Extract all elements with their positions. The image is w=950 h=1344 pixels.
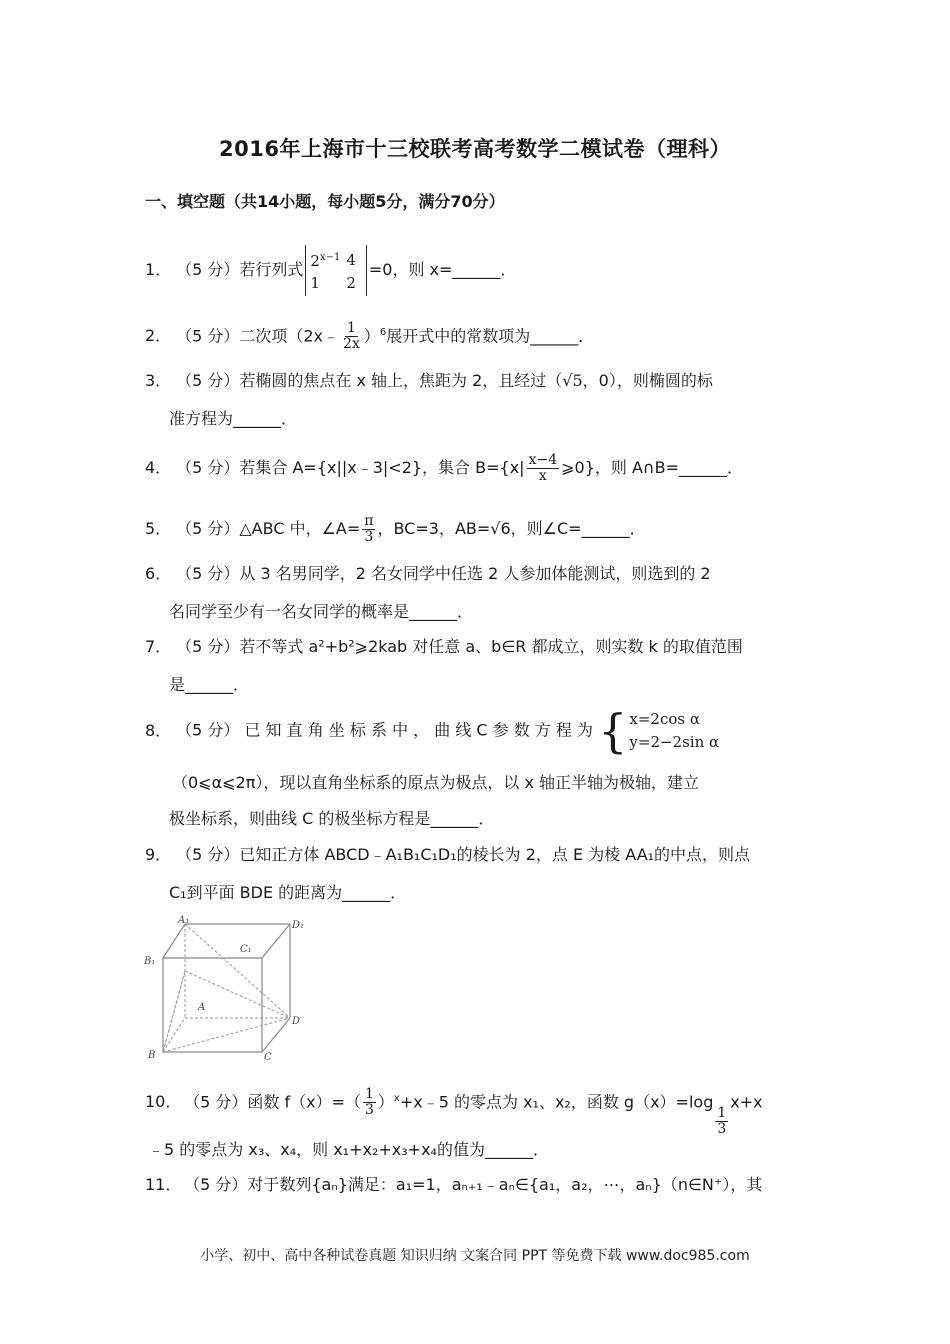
question-number: 8．	[145, 720, 172, 740]
page-title: 2016年上海市十三校联考高考数学二模试卷（理科）	[219, 137, 731, 161]
question-9: 9． （5 分）已知正方体 ABCD﹣A₁B₁C₁D₁的棱长为 2，点 E 为棱 AA₁的中点，则点	[145, 843, 750, 867]
fraction: $\frac{x-4}{x}$	[528, 452, 558, 484]
question-5: 5． （5 分）△ABC 中，∠A= $\frac{\pi}{3}$ ，BC=3，AB=√6，则∠C=______．	[145, 513, 646, 545]
label-B: B	[148, 1050, 156, 1061]
question-number: 3．	[145, 371, 172, 390]
question-10-line-2: ﹣5 的零点为 x₃、x₄，则 x₁+x₂+x₃+x₄的值为______．	[148, 1140, 549, 1159]
question-number: 11．	[145, 1175, 182, 1194]
fraction: $\frac{\pi}{3}$	[364, 513, 374, 545]
fraction: $\frac{1}{3}$	[364, 1086, 374, 1119]
question-7: 7． （5 分）若不等式 a²+b²⩾2kab 对任意 a、b∈R 都成立，则实数 k 的取值范围	[145, 635, 743, 659]
question-number: 6．	[145, 564, 172, 583]
determinant: $2^{x-1}$ 4 1 2	[305, 245, 366, 296]
question-score: （5 分）	[176, 260, 240, 279]
question-number: 4．	[145, 458, 172, 477]
label-D: D	[292, 1016, 301, 1027]
label-C: C	[264, 1052, 272, 1062]
label-D1: D₁	[292, 920, 305, 931]
question-6: 6． （5 分）从 3 名男同学，2 名女同学中任选 2 人参加体能测试，则选到的 2	[145, 562, 711, 586]
question-6-line-2: 名同学至少有一名女同学的概率是______．	[169, 602, 474, 621]
label-A1: A₁	[178, 915, 190, 926]
cube-diagram	[140, 912, 315, 1062]
question-8: 8． （5 分） 已 知 直 角 坐 标 系 中 ， 曲 线 C 参 数 方 程 为 { x=2cos α y=2−2sin α	[145, 704, 720, 758]
question-1: 1． （5 分）若行列式 $2^{x-1}$ 4 1 2 =0，则 x=______．	[145, 245, 516, 296]
question-7-line-2: 是______．	[169, 675, 250, 694]
question-3-line-2: 准方程为______．	[169, 409, 298, 428]
question-4: 4． （5 分）若集合 A={x||x﹣3|<2}，集合 B={x| $\frac{x-4}{x}$ ⩾0}，则 A∩B=______．	[145, 452, 744, 484]
question-11: 11． （5 分）对于数列{aₙ}满足：a₁=1，aₙ₊₁﹣aₙ∈{a₁，a₂，⋯，aₙ}（n∈N⁺），其	[145, 1173, 762, 1197]
label-B1: B₁	[144, 956, 156, 967]
page-footer: 小学、初中、高中各种试卷真题 知识归纳 文案合同 PPT 等免费下载 www.doc985.com	[200, 1248, 750, 1264]
label-C1: C₁	[240, 944, 252, 955]
question-3: 3． （5 分）若椭圆的焦点在 x 轴上，焦距为 2，且经过（√5，0），则椭圆的标	[145, 369, 713, 393]
question-8-line-3: 极坐标系，则曲线 C 的极坐标方程是______．	[169, 809, 495, 828]
equation-system: { x=2cos α y=2−2sin α	[598, 704, 720, 758]
question-number: 1．	[145, 260, 172, 279]
question-number: 10．	[145, 1092, 182, 1112]
question-2: 2． （5 分）二次项（2x﹣ $\frac{1}{2x}$ ）$^6$展开式中的常数项为______．	[145, 320, 595, 353]
fraction: $\frac{1}{2x}$	[343, 320, 360, 353]
question-10: 10． （5 分）函数 f（x）=（ $\frac{1}{3}$ ）$^x$+x﹣5 的零点为 x₁、x₂，函数 g（x）=log $\frac{1}{3}$ x+x	[145, 1086, 763, 1138]
question-9-line-2: C₁到平面 BDE 的距离为______．	[169, 883, 407, 902]
log-base-fraction: $\frac{1}{3}$	[717, 1105, 727, 1138]
question-number: 9．	[145, 845, 172, 864]
label-A: A	[198, 1002, 206, 1013]
question-8-line-2: （0⩽α⩽2π），现以直角坐标系的原点为极点，以 x 轴正半轴为极轴，建立	[172, 773, 699, 792]
question-number: 7．	[145, 637, 172, 656]
section-heading: 一、填空题（共14小题，每小题5分，满分70分）	[145, 192, 505, 211]
question-number: 5．	[145, 519, 172, 538]
question-number: 2．	[145, 326, 172, 346]
